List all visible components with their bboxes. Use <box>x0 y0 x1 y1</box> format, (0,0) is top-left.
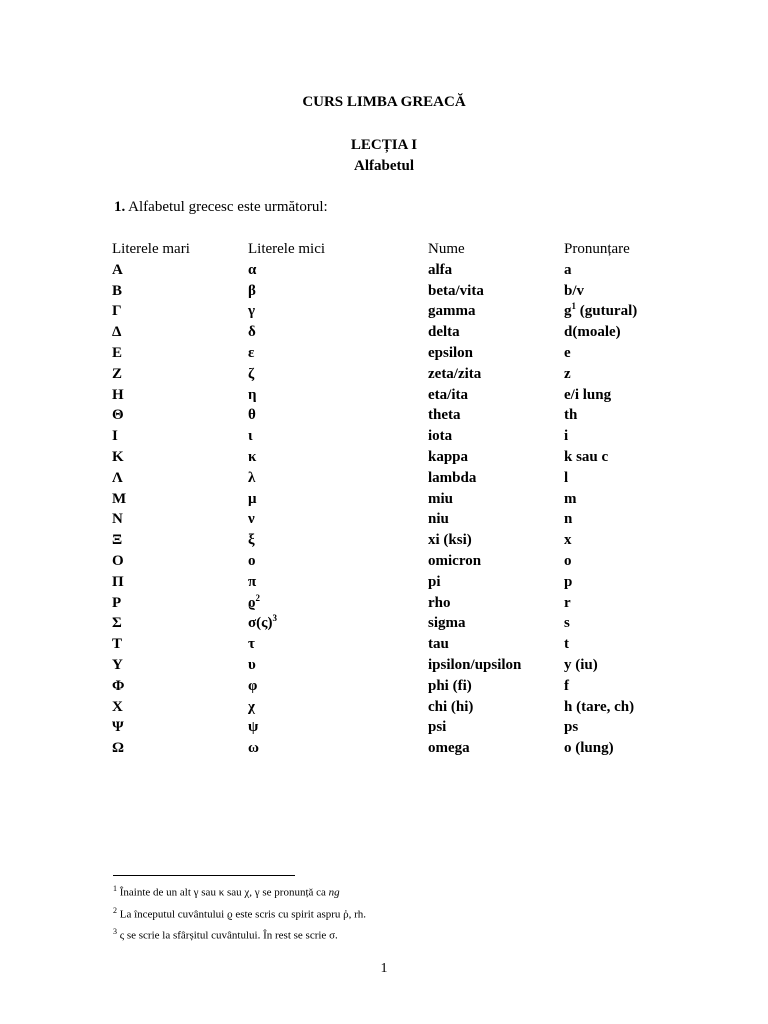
uppercase-letter <box>112 634 248 655</box>
letter-name-text: psi <box>428 719 447 736</box>
lowercase-letter <box>248 655 428 676</box>
table-row <box>112 447 744 468</box>
letter-name-text: iota <box>428 428 453 445</box>
uppercase-letter <box>112 468 248 489</box>
lowercase-letter-text: δ <box>248 324 256 341</box>
lowercase-letter <box>248 738 428 759</box>
table-row <box>112 697 744 718</box>
table-row <box>112 717 744 738</box>
table-row <box>112 551 744 572</box>
uppercase-letter-text: Κ <box>112 448 124 465</box>
uppercase-letter-text: Υ <box>112 656 123 673</box>
letter-name-text: niu <box>428 511 449 528</box>
intro-text: Alfabetul grecesc este următorul: <box>125 199 328 215</box>
letter-pronunciation-text: o (lung) <box>564 740 614 757</box>
lesson-subtitle: Alfabetul <box>354 158 414 174</box>
uppercase-letter <box>112 260 248 281</box>
letter-pronunciation-text: g <box>564 303 572 320</box>
letter-pronunciation <box>564 364 744 385</box>
lowercase-letter-text: μ <box>248 490 257 507</box>
letter-pronunciation-text: p <box>564 573 573 590</box>
letter-name <box>428 489 564 510</box>
letter-pronunciation-text: h (tare, ch) <box>564 698 635 715</box>
letter-name-text: eta/ita <box>428 386 468 403</box>
footnote-divider <box>113 875 295 876</box>
letter-pronunciation-text: m <box>564 490 577 507</box>
uppercase-letter-text: Σ <box>112 615 122 632</box>
letter-name-text: chi (hi) <box>428 698 474 715</box>
table-row <box>112 426 744 447</box>
letter-pronunciation-text: ps <box>564 719 579 736</box>
letter-name <box>428 655 564 676</box>
letter-name <box>428 385 564 406</box>
uppercase-letter <box>112 530 248 551</box>
letter-pronunciation-text: th <box>564 407 578 424</box>
table-row <box>112 468 744 489</box>
letter-name-text: xi (ksi) <box>428 532 472 549</box>
uppercase-letter <box>112 697 248 718</box>
letter-pronunciation <box>564 676 744 697</box>
letter-pronunciation <box>564 489 744 510</box>
letter-pronunciation-text: y (iu) <box>564 656 598 673</box>
lowercase-letter <box>248 281 428 302</box>
table-row <box>112 385 744 406</box>
lowercase-letter <box>248 697 428 718</box>
lowercase-letter-text: ϱ <box>248 594 256 611</box>
letter-pronunciation-text: d(moale) <box>564 324 621 341</box>
letter-pronunciation <box>564 260 744 281</box>
letter-pronunciation-text: o <box>564 552 572 569</box>
letter-pronunciation-text: f <box>564 677 569 694</box>
uppercase-letter-text: Χ <box>112 698 123 715</box>
uppercase-letter-text: Ρ <box>112 594 122 611</box>
letter-name-text: gamma <box>428 303 476 320</box>
table-row <box>112 301 744 322</box>
uppercase-letter-text: Ω <box>112 740 125 757</box>
lowercase-letter-text: ω <box>248 740 259 757</box>
lowercase-letter <box>248 468 428 489</box>
uppercase-letter-text: Α <box>112 261 123 278</box>
table-row <box>112 572 744 593</box>
letter-name <box>428 260 564 281</box>
letter-name-text: miu <box>428 490 454 507</box>
lowercase-letter-text: ι <box>248 428 253 445</box>
table-row <box>112 509 744 530</box>
uppercase-letter-text: Ο <box>112 552 124 569</box>
uppercase-letter-text: Β <box>112 282 123 299</box>
letter-name-text: kappa <box>428 448 469 465</box>
alphabet-table <box>112 239 744 759</box>
letter-name <box>428 530 564 551</box>
letter-pronunciation <box>564 385 744 406</box>
letter-name-text: omega <box>428 740 470 757</box>
lesson-heading: LECȚIA I <box>350 137 418 153</box>
letter-pronunciation-text: r <box>564 594 571 611</box>
letter-name-text: sigma <box>428 615 466 632</box>
footnote-text: Înainte de un alt γ sau κ sau χ, γ se pronunță ca <box>117 886 329 899</box>
table-row <box>112 676 744 697</box>
letter-name <box>428 738 564 759</box>
lowercase-letter <box>248 634 428 655</box>
uppercase-letter <box>112 301 248 322</box>
lowercase-letter <box>248 447 428 468</box>
footnote-item <box>113 902 366 924</box>
lowercase-letter-text: η <box>248 386 257 403</box>
table-row <box>112 738 744 759</box>
lowercase-letter <box>248 551 428 572</box>
uppercase-letter <box>112 717 248 738</box>
letter-pronunciation-text: e/i lung <box>564 386 612 403</box>
uppercase-letter-text: Θ <box>112 407 124 424</box>
footnote-number: 3 <box>113 927 117 937</box>
table-row <box>112 634 744 655</box>
intro-paragraph <box>114 199 328 216</box>
footnote-ref: 1 <box>571 301 576 312</box>
letter-name-text: delta <box>428 324 460 341</box>
letter-pronunciation-text: i <box>564 428 569 445</box>
letter-pronunciation-text: l <box>564 469 569 486</box>
lowercase-letter-text: ο <box>248 552 256 569</box>
header-lower: Literele mici <box>248 241 326 257</box>
uppercase-letter-text: Ν <box>112 511 123 528</box>
letter-pronunciation <box>564 551 744 572</box>
lowercase-letter-text: ζ <box>248 365 255 382</box>
lowercase-letter-text: π <box>248 573 257 590</box>
letter-pronunciation <box>564 468 744 489</box>
letter-pronunciation <box>564 613 744 634</box>
uppercase-letter-text: Π <box>112 573 124 590</box>
table-row <box>112 260 744 281</box>
uppercase-letter <box>112 613 248 634</box>
lowercase-letter <box>248 593 428 614</box>
letter-pronunciation <box>564 301 744 322</box>
letter-pronunciation <box>564 322 744 343</box>
letter-pronunciation <box>564 530 744 551</box>
footnote-number: 1 <box>113 884 117 893</box>
letter-name <box>428 634 564 655</box>
letter-pronunciation <box>564 697 744 718</box>
lowercase-letter-text: ξ <box>248 532 255 549</box>
uppercase-letter-text: Ε <box>112 344 123 361</box>
uppercase-letter-text: Γ <box>112 303 122 320</box>
uppercase-letter-text: Φ <box>112 677 125 694</box>
table-row <box>112 593 744 614</box>
lowercase-letter <box>248 509 428 530</box>
lowercase-letter-text: γ <box>248 303 256 320</box>
uppercase-letter <box>112 281 248 302</box>
letter-pronunciation <box>564 405 744 426</box>
letter-pronunciation <box>564 634 744 655</box>
lowercase-letter-text: β <box>248 282 256 299</box>
lowercase-letter-text: ψ <box>248 719 259 736</box>
lowercase-letter-text: τ <box>248 636 255 653</box>
uppercase-letter-text: Δ <box>112 324 122 341</box>
letter-name <box>428 676 564 697</box>
table-row <box>112 530 744 551</box>
table-header-row <box>112 239 744 260</box>
letter-name-text: zeta/zita <box>428 365 482 382</box>
uppercase-letter-text: Μ <box>112 490 127 507</box>
lowercase-letter-text: σ(ς) <box>248 615 273 632</box>
letter-pronunciation-text: b/v <box>564 282 585 299</box>
page-number: 1 <box>380 961 388 976</box>
letter-name-text: pi <box>428 573 441 590</box>
letter-name <box>428 405 564 426</box>
table-row <box>112 655 744 676</box>
uppercase-letter <box>112 385 248 406</box>
uppercase-letter-text: Η <box>112 386 124 403</box>
letter-name <box>428 551 564 572</box>
lowercase-letter <box>248 676 428 697</box>
letter-pronunciation <box>564 593 744 614</box>
uppercase-letter-text: Ψ <box>112 719 124 736</box>
lowercase-letter-text: χ <box>248 698 255 715</box>
lowercase-letter-text: κ <box>248 448 257 465</box>
footnote-number: 2 <box>113 905 117 915</box>
lowercase-letter-text: φ <box>248 677 258 694</box>
footnote-item <box>113 923 366 945</box>
letter-name <box>428 281 564 302</box>
table-row <box>112 405 744 426</box>
letter-name-text: epsilon <box>428 344 474 361</box>
table-row <box>112 322 744 343</box>
lowercase-letter <box>248 385 428 406</box>
letter-pronunciation <box>564 509 744 530</box>
uppercase-letter-text: Ι <box>112 428 118 445</box>
lowercase-letter <box>248 364 428 385</box>
table-row <box>112 364 744 385</box>
letter-name <box>428 593 564 614</box>
letter-name <box>428 426 564 447</box>
letter-pronunciation <box>564 655 744 676</box>
uppercase-letter-text: Λ <box>112 469 123 486</box>
lowercase-letter <box>248 405 428 426</box>
letter-name-text: beta/vita <box>428 282 484 299</box>
letter-name <box>428 301 564 322</box>
footnote-item <box>113 880 366 902</box>
letter-name <box>428 343 564 364</box>
uppercase-letter <box>112 509 248 530</box>
uppercase-letter <box>112 593 248 614</box>
lowercase-letter <box>248 322 428 343</box>
lowercase-letter <box>248 572 428 593</box>
lowercase-letter <box>248 260 428 281</box>
lowercase-letter-text: υ <box>248 656 256 673</box>
letter-pronunciation <box>564 717 744 738</box>
letter-name-text: alfa <box>428 261 453 278</box>
lowercase-letter <box>248 717 428 738</box>
lowercase-letter-text: ε <box>248 344 255 361</box>
uppercase-letter <box>112 738 248 759</box>
footnote-text: ς se scrie la sfârșitul cuvântului. În rest se scrie σ. <box>117 929 338 942</box>
letter-name <box>428 572 564 593</box>
letter-pronunciation-text: k sau c <box>564 448 609 465</box>
lowercase-letter-text: λ <box>248 469 256 486</box>
uppercase-letter <box>112 551 248 572</box>
footnote-emphasis: ng <box>328 886 340 899</box>
uppercase-letter <box>112 322 248 343</box>
header-pronunciation: Pronunțare <box>564 241 630 257</box>
letter-name <box>428 509 564 530</box>
uppercase-letter-text: Ξ <box>112 532 123 549</box>
letter-pronunciation-text: a <box>564 261 572 278</box>
header-upper: Literele mari <box>112 241 190 257</box>
letter-name <box>428 364 564 385</box>
letter-pronunciation <box>564 426 744 447</box>
uppercase-letter <box>112 572 248 593</box>
uppercase-letter <box>112 447 248 468</box>
footnote-ref: 3 <box>272 613 277 624</box>
letter-pronunciation-text: z <box>564 365 571 382</box>
letter-name-text: rho <box>428 594 451 611</box>
header-name: Nume <box>428 241 465 257</box>
document-title: CURS LIMBA GREACĂ <box>302 94 466 110</box>
uppercase-letter <box>112 364 248 385</box>
lowercase-letter <box>248 426 428 447</box>
letter-pronunciation-text: s <box>564 615 570 632</box>
letter-pronunciation-text: t <box>564 636 569 653</box>
letter-name <box>428 697 564 718</box>
lowercase-letter <box>248 489 428 510</box>
letter-name <box>428 717 564 738</box>
table-row <box>112 281 744 302</box>
footnote-ref: 2 <box>255 592 260 603</box>
letter-name <box>428 613 564 634</box>
alphabet-rows <box>112 260 744 759</box>
letter-name-text: lambda <box>428 469 477 486</box>
lowercase-letter <box>248 613 428 634</box>
footnotes <box>113 880 366 945</box>
uppercase-letter-text: Τ <box>112 636 123 653</box>
table-row <box>112 613 744 634</box>
letter-pronunciation-text: n <box>564 511 573 528</box>
uppercase-letter-text: Ζ <box>112 365 123 382</box>
letter-name-text: omicron <box>428 552 482 569</box>
uppercase-letter <box>112 655 248 676</box>
table-row <box>112 343 744 364</box>
lowercase-letter-text: θ <box>248 407 256 424</box>
letter-name <box>428 322 564 343</box>
lowercase-letter <box>248 301 428 322</box>
letter-name-text: theta <box>428 407 461 424</box>
letter-pronunciation-extra: (gutural) <box>576 303 638 320</box>
lowercase-letter <box>248 530 428 551</box>
uppercase-letter <box>112 343 248 364</box>
letter-name <box>428 447 564 468</box>
letter-name-text: phi (fi) <box>428 677 472 694</box>
uppercase-letter <box>112 489 248 510</box>
letter-pronunciation <box>564 572 744 593</box>
letter-name <box>428 468 564 489</box>
letter-pronunciation <box>564 738 744 759</box>
letter-pronunciation-text: x <box>564 532 572 549</box>
uppercase-letter <box>112 405 248 426</box>
letter-pronunciation <box>564 281 744 302</box>
table-row <box>112 489 744 510</box>
uppercase-letter <box>112 676 248 697</box>
uppercase-letter <box>112 426 248 447</box>
letter-name-text: ipsilon/upsilon <box>428 656 522 673</box>
letter-pronunciation-text: e <box>564 344 571 361</box>
lowercase-letter <box>248 343 428 364</box>
footnote-text: La începutul cuvântului ϱ este scris cu spirit aspru ῥ, rh. <box>117 908 367 921</box>
letter-name-text: tau <box>428 636 449 653</box>
lowercase-letter-text: ν <box>248 511 255 528</box>
letter-pronunciation <box>564 447 744 468</box>
letter-pronunciation <box>564 343 744 364</box>
intro-number: 1. <box>114 199 126 215</box>
lowercase-letter-text: α <box>248 261 257 278</box>
